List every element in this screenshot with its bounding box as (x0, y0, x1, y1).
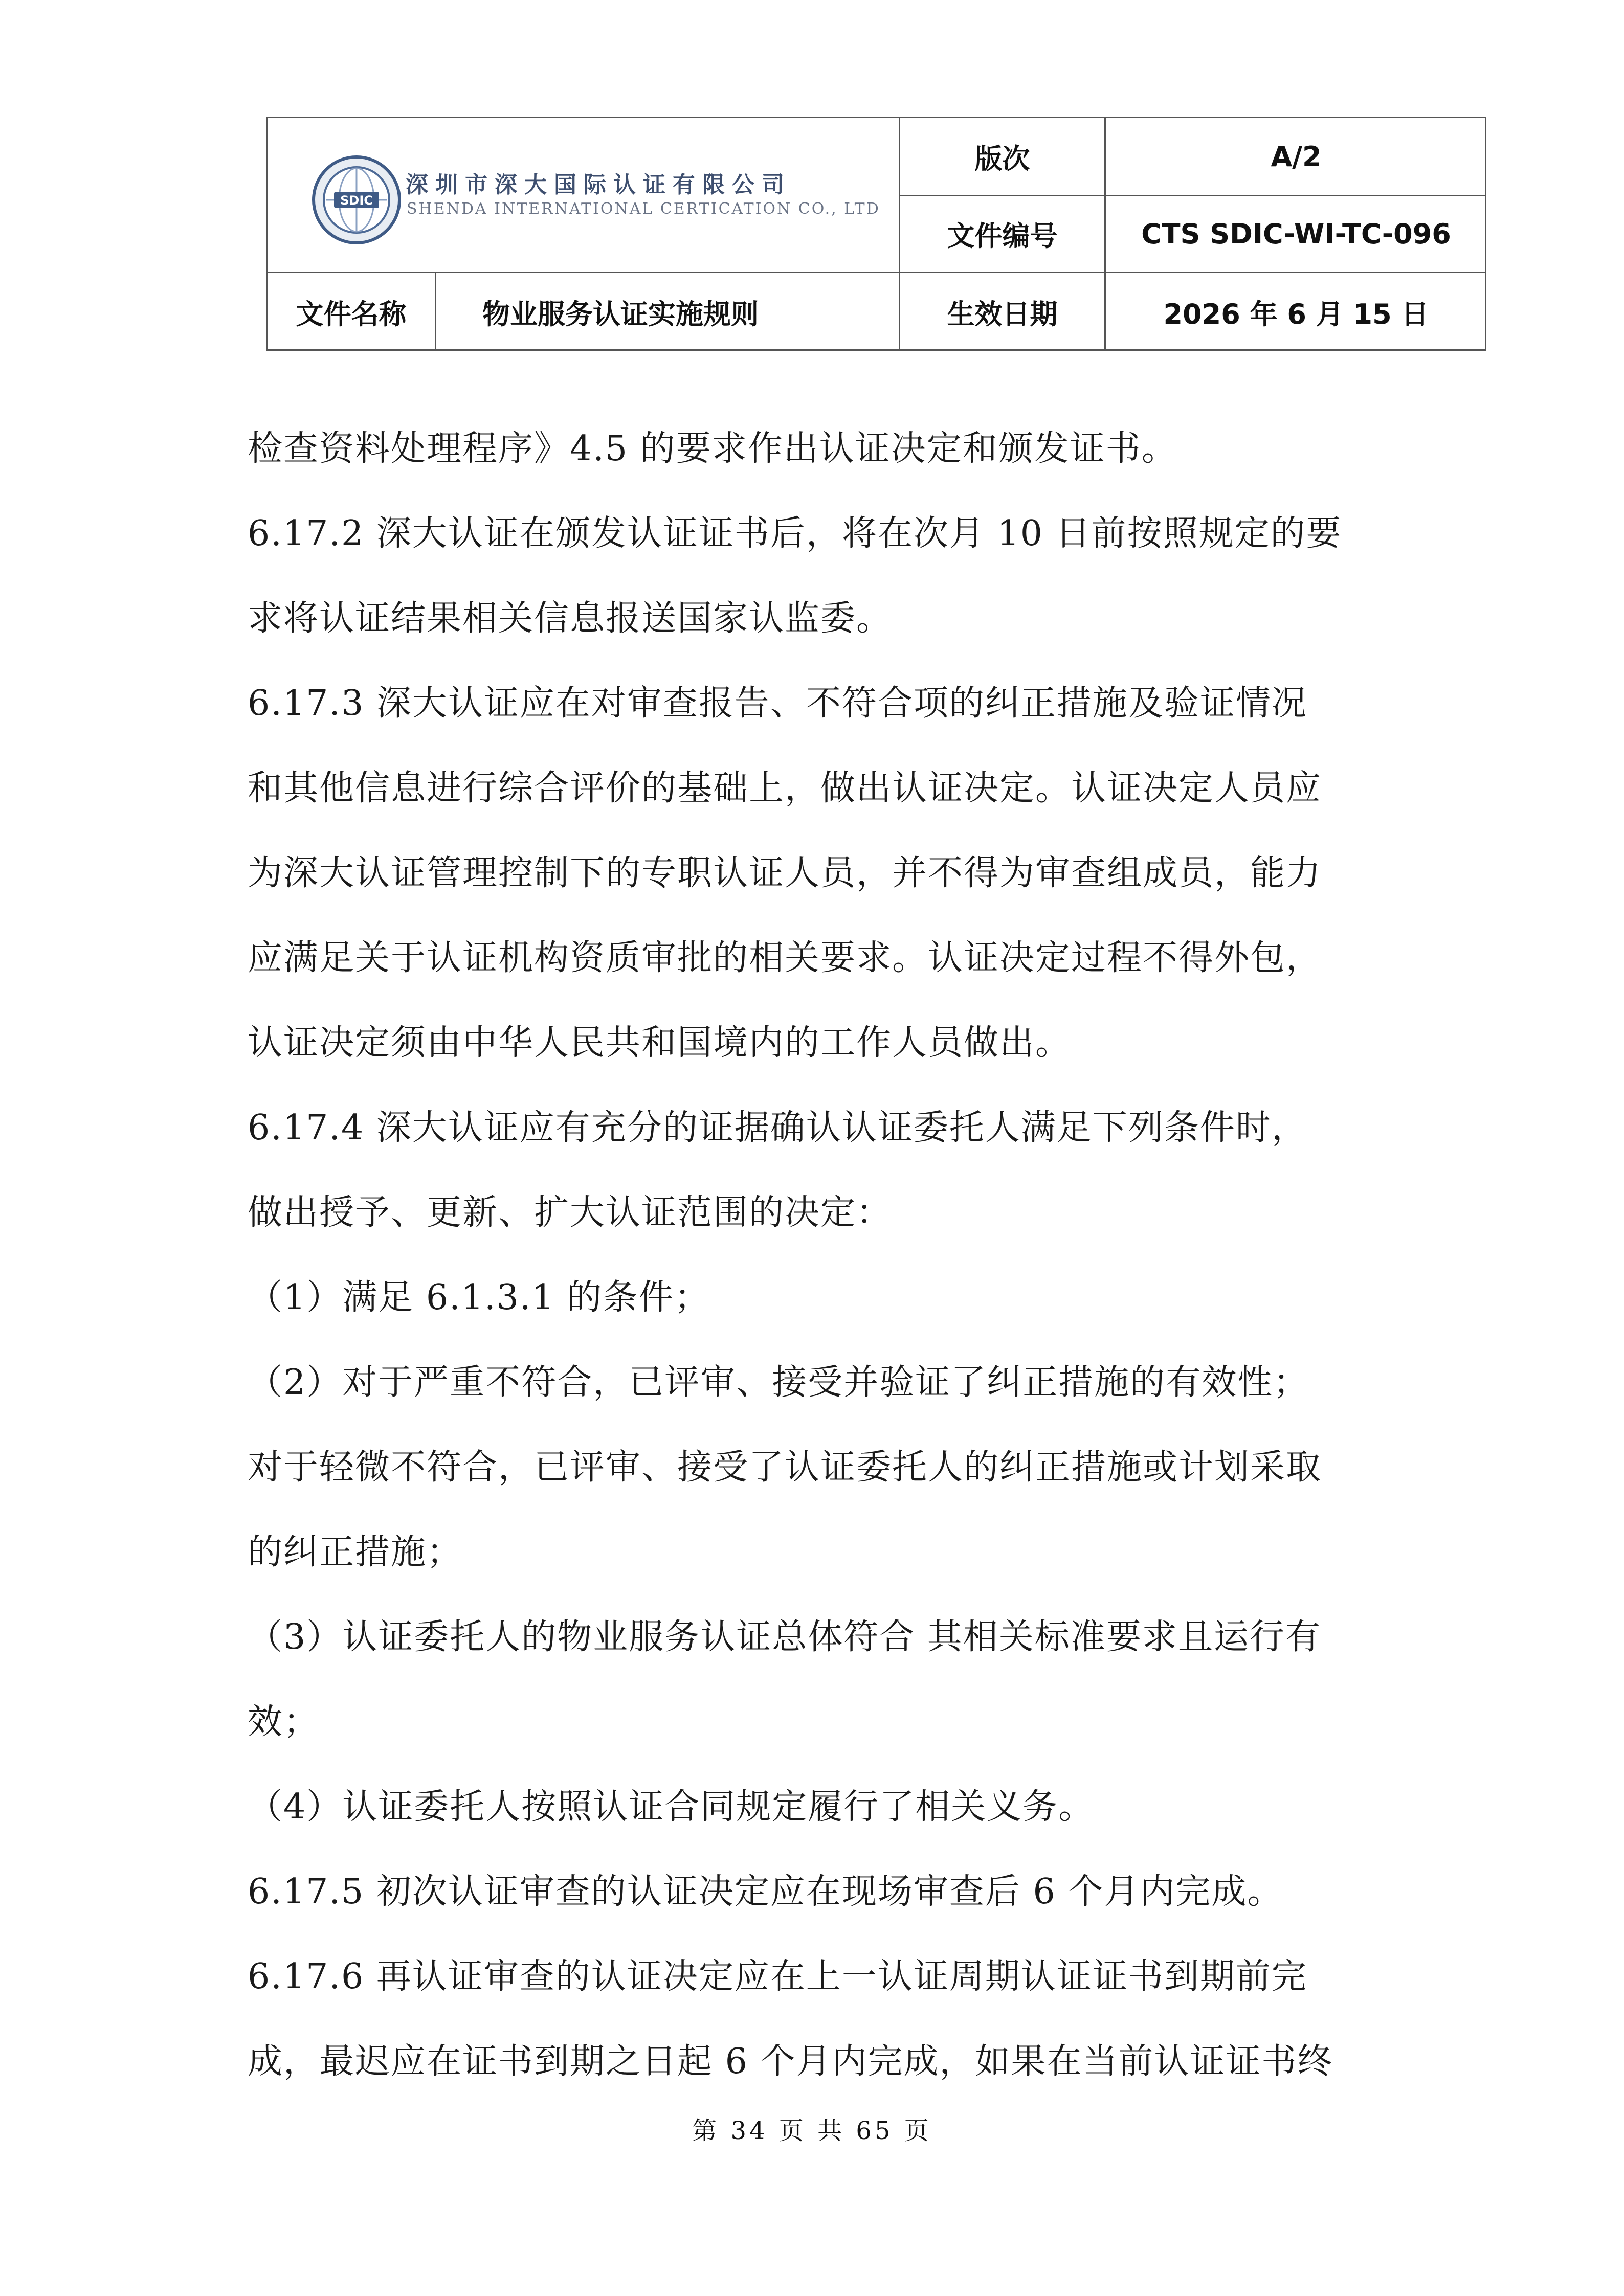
body-line: 求将认证结果相关信息报送国家认监委。 (248, 598, 893, 639)
document-header-table (266, 117, 1486, 351)
body-line: 效； (248, 1702, 320, 1742)
body-line: 对于轻微不符合，已评审、接受了认证委托人的纠正措施或计划采取 (248, 1447, 1322, 1488)
body-line: 认证决定须由中华人民共和国境内的工作人员做出。 (248, 1023, 1072, 1063)
logo-text: SDIC (340, 193, 373, 208)
company-name-cn: 深圳市深大国际认证有限公司 (406, 172, 791, 198)
version-value: A/2 (1271, 140, 1322, 173)
doc-number-label: 文件编号 (947, 220, 1058, 252)
body-line: （2）对于严重不符合，已评审、接受并验证了纠正措施的有效性； (248, 1362, 1309, 1403)
body-line: 6.17.4 深大认证应有充分的证据确认认证委托人满足下列条件时， (248, 1108, 1307, 1148)
body-line: 成，最迟应在证书到期之日起 6 个月内完成，如果在当前认证证书终 (248, 2041, 1333, 2082)
body-line: 做出授予、更新、扩大认证范围的决定： (248, 1192, 893, 1233)
body-line: （4）认证委托人按照认证合同规定履行了相关义务。 (248, 1787, 1095, 1827)
doc-number-value: CTS SDIC-WI-TC-096 (1141, 218, 1451, 250)
doc-name-value: 物业服务认证实施规则 (482, 298, 759, 330)
version-label: 版次 (974, 142, 1030, 175)
body-line: 6.17.6 再认证审查的认证决定应在上一认证周期认证证书到期前完 (248, 1956, 1307, 1997)
body-line: （1）满足 6.1.3.1 的条件； (248, 1277, 710, 1318)
body-line: 6.17.5 初次认证审查的认证决定应在现场审查后 6 个月内完成。 (248, 1872, 1283, 1912)
body-line: 检查资料处理程序》4.5 的要求作出认证决定和颁发证书。 (248, 429, 1177, 469)
body-line: 的纠正措施； (248, 1532, 463, 1572)
effective-date-value: 2026 年 6 月 15 日 (1163, 298, 1429, 330)
body-line: （3）认证委托人的物业服务认证总体符合 其相关标准要求且运行有 (248, 1617, 1321, 1657)
body-line: 和其他信息进行综合评价的基础上，做出认证决定。认证决定人员应 (248, 768, 1322, 808)
doc-name-label: 文件名称 (296, 298, 407, 330)
company-logo-block (268, 118, 900, 272)
company-logo-icon (312, 155, 402, 245)
company-name-en: SHENDA INTERNATIONAL CERTICATION CO., LTD (407, 200, 880, 218)
body-line: 为深大认证管理控制下的专职认证人员，并不得为审查组成员，能力 (248, 853, 1322, 893)
body-line: 6.17.2 深大认证在颁发认证证书后，将在次月 10 日前按照规定的要 (248, 513, 1342, 554)
effective-date-label: 生效日期 (947, 298, 1058, 330)
body-line: 6.17.3 深大认证应在对审查报告、不符合项的纠正措施及验证情况 (248, 683, 1307, 724)
page-number-footer: 第 34 页 共 65 页 (692, 2117, 932, 2145)
body-line: 应满足关于认证机构资质审批的相关要求。认证决定过程不得外包， (248, 938, 1322, 978)
